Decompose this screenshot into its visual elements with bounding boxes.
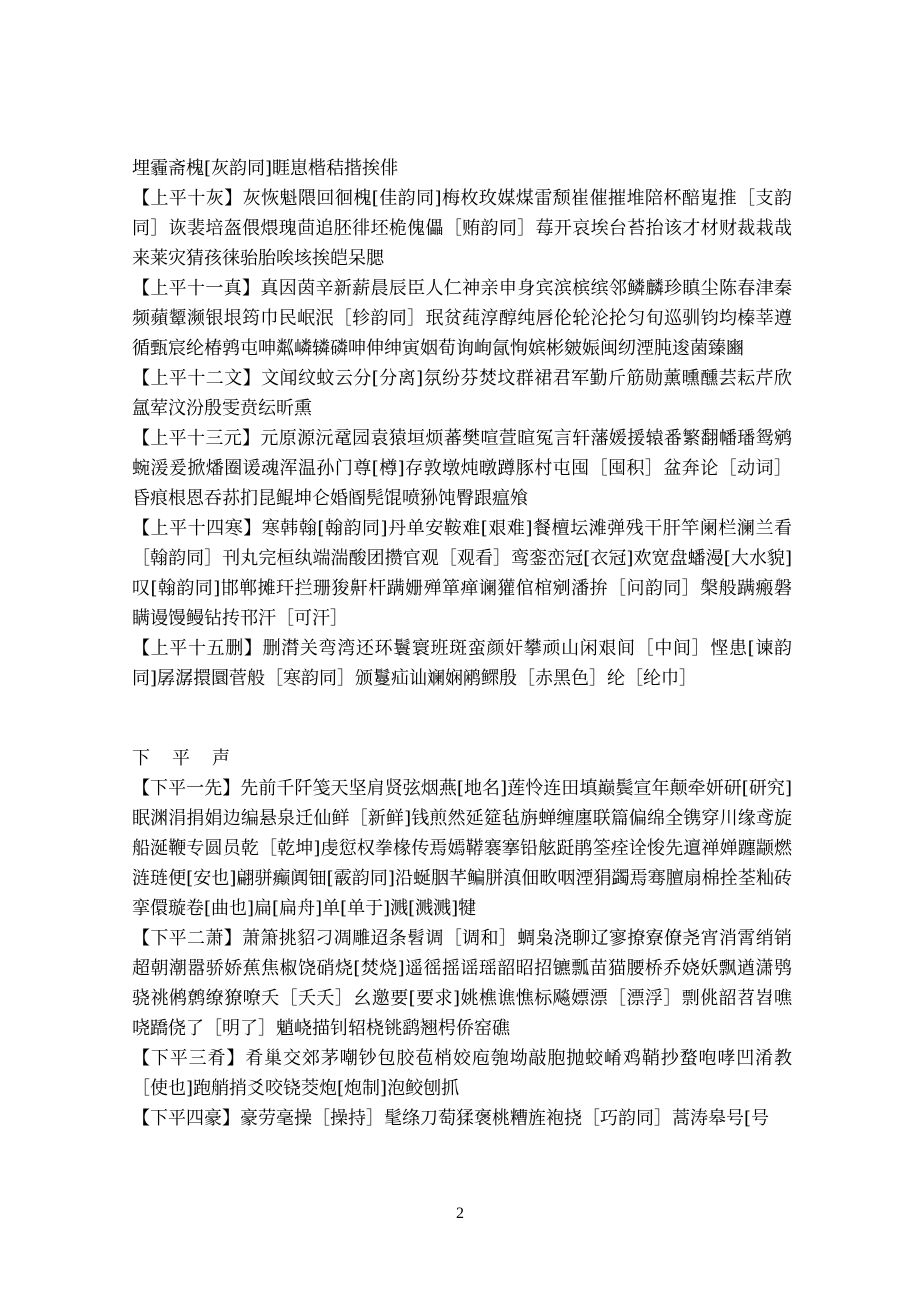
upper-text-block xyxy=(132,154,792,694)
rhyme-paragraph: 【下平一先】先前千阡笺天坚肩贤弦烟燕[地名]莲怜连田填巅鬓宣年颠牵妍研[研究]眠渊涓捐娟边编悬泉迁仙鲜［新鲜]钱煎然延筵毡旃蝉缠廛联篇偏绵全镌穿川缘鸢旋船涎鞭专圆员乾［乾坤]虔愆权拳椽传焉嫣鞯褰搴铅舷跹鹃筌痊诠悛先邅禅婵躔颛燃涟琏便[安也]翩骈癫阗钿[霰韵同]沿蜒胭芊鳊胼滇佃畋咽湮狷蠲焉骞膻扇棉拴荃籼砖挛儇璇卷[曲也]扁[扁舟]单[单于]溅[溅溅]犍 xyxy=(132,778,792,919)
rhyme-paragraph: 【上平十二文】文闻纹蚊云分[分离]氛纷芬焚坟群裙君军勤斤筋勋薰曛醺芸耘芹欣氲荤汶汾殷雯贲纭昕熏 xyxy=(132,368,792,419)
section-heading: 下平声 xyxy=(132,748,252,769)
rhyme-paragraph: 【下平四豪】豪劳毫操［操持］髦绦刀萄猱褒桃糟旌袍挠［巧韵同］蒿涛皋号[号 xyxy=(132,1108,770,1129)
rhyme-paragraph: 【上平十三元】元原源沅鼋园袁猿垣烦蕃樊喧萱暄冤言轩藩媛援辕番繁翻幡璠鸳鹓蜿湲爰掀燔圈谖魂浑温孙门尊[樽]存敦墩炖暾蹲豚村屯囤［囤积］盆奔论［动词］昏痕根恩吞荪扪昆鲲坤仑婚阍髡馄喷狲饨臀跟瘟飧 xyxy=(132,428,792,509)
page-number: 2 xyxy=(456,1205,464,1222)
rhyme-paragraph: 【上平十灰】灰恢魁隈回徊槐[佳韵同]梅枚玫媒煤雷颓崔催摧堆陪杯醅嵬推［支韵同］诙裴培盔偎煨瑰茴追胚徘坯桅傀儡［贿韵同］莓开哀埃台苔抬该才材财裁栽哉来莱灾猜孩徕骀胎唉垓挨皑呆腮 xyxy=(132,188,792,269)
rhyme-paragraph: 埋霾斋槐[灰韵同]睚崽楷秸揩挨俳 xyxy=(132,158,399,179)
rhyme-paragraph: 【上平十一真】真因茵辛新薪晨辰臣人仁神亲申身宾滨槟缤邻鳞麟珍瞋尘陈春津秦频蘋颦濒银垠筠巾民岷泯［轸韵同］珉贫莼淳醇纯唇伦轮沦抡匀旬巡驯钧均榛莘遵循甄宸纶椿鹑屯呻粼嶙辚磷呻伸绅寅姻荀询峋氤恂嫔彬皴娠闽纫湮肫逡菌臻豳 xyxy=(132,278,792,359)
lower-text-block xyxy=(132,744,792,1134)
rhyme-paragraph: 【上平十四寒】寒韩翰[翰韵同]丹单安鞍难[艰难]餐檀坛滩弹残干肝竿阑栏澜兰看［翰韵同］刊丸完桓纨端湍酸团攒官观［观看］鸾銮峦冠[衣冠]欢宽盘蟠漫[大水貌]叹[翰韵同]邯郸摊玕拦珊狻鼾杆蹒姗殚箪瘅谰獾倌棺剜潘拚［问韵同］槃般蹒瘢磐瞒谩馒鳗钻抟邗汗［可汗］ xyxy=(132,518,792,629)
rhyme-paragraph: 【下平三肴】肴巢交郊茅嘲钞包胶苞梢姣庖匏坳敲胞抛蛟崤鸡鞘抄蝥咆哮凹淆教［使也]跑艄捎爻咬铙茭炮[炮制]泡鲛刨抓 xyxy=(132,1048,792,1099)
rhyme-paragraph: 【上平十五删】删潸关弯湾还环鬟寰班斑蛮颜奸攀顽山闲艰间［中间］悭患[谏韵同]孱潺擐圜菅般［寒韵同］颁鬘疝讪斓娴鹇鳏殷［赤黑色］纶［纶巾］ xyxy=(132,638,792,689)
rhyme-paragraph: 【下平二萧】萧箫挑貂刁凋雕迢条髫调［调和］蜩枭浇聊辽寥撩寮僚尧宵消霄绡销超朝潮嚣骄娇蕉焦椒饶硝烧[焚烧]遥徭摇谣瑶韶昭招镳瓢苗猫腰桥乔娆妖飘遒潇鸮骁祧鸺鹩缭獠嘹夭［夭夭］幺邀要[要求]姚樵谯憔标飚嫖漂［漂浮］剽佻韶苕岧噍哓蹻侥了［明了］魈峣描钊轺桡铫鹞翘枵侨窑礁 xyxy=(132,928,792,1039)
